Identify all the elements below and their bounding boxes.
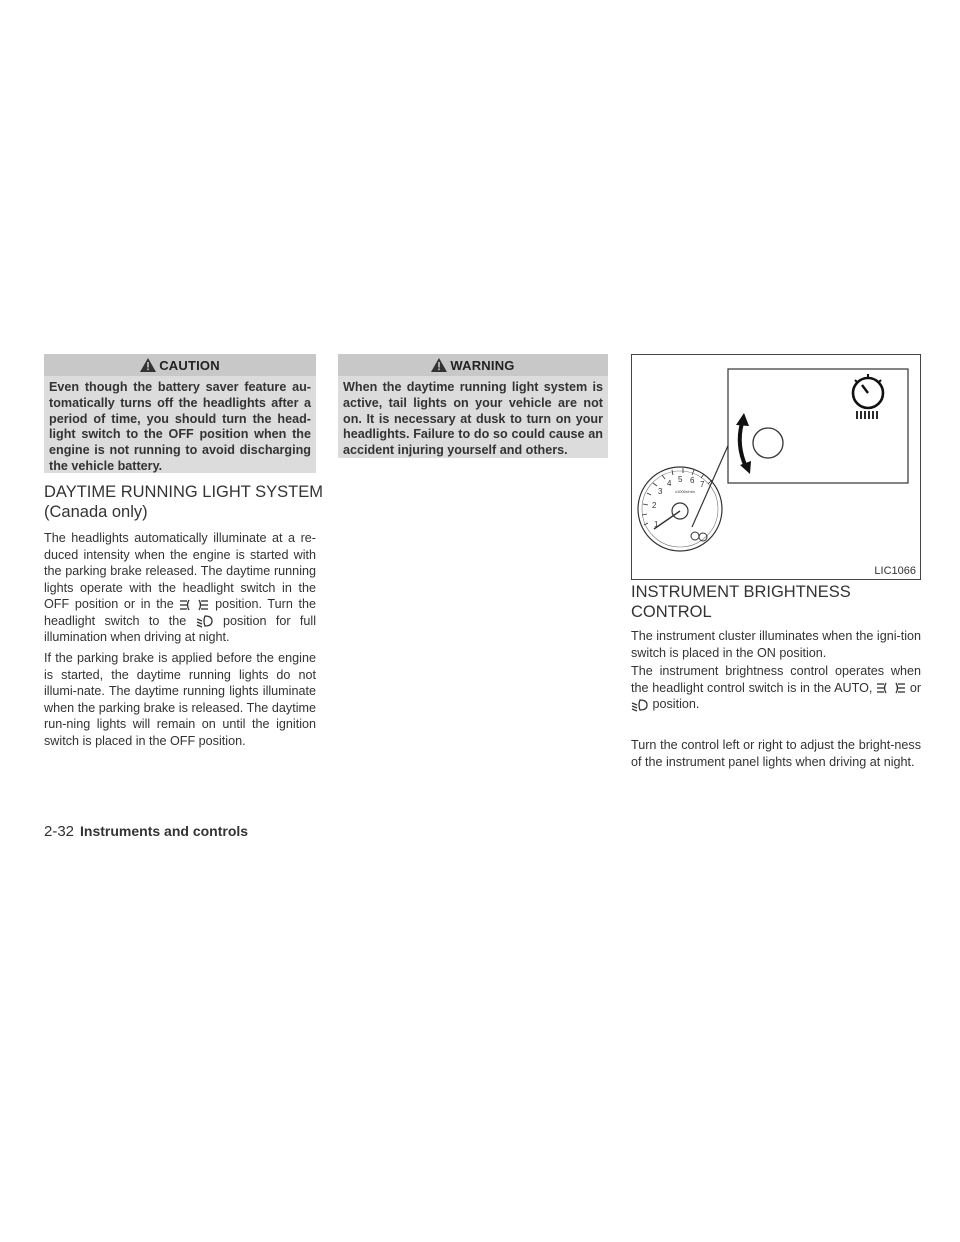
warning-header (338, 354, 608, 376)
drl-heading-line1: DAYTIME RUNNING LIGHT SYSTEM (44, 483, 324, 501)
drl-p1-part-a: The headlights automatically illuminate at a re-duced intensity when the engine is started with the parking brake released. The daytime running lights operate with the headlight switch in the OFF position or in the (44, 531, 316, 611)
tach-label-3: 3 (658, 487, 663, 496)
warning-box (338, 354, 608, 458)
brightness-heading-line1: INSTRUMENT BRIGHTNESS (631, 583, 851, 601)
headlight-icon (631, 698, 649, 712)
tach-label-2: 2 (652, 501, 657, 510)
brightness-p2-or: or (909, 680, 922, 695)
caution-title: CAUTION (159, 357, 220, 373)
brightness-p2-part-b: position. (652, 697, 700, 711)
drl-p1-part-b: position. Turn the headlight switch to the (44, 597, 317, 628)
caution-box (44, 354, 316, 473)
brightness-p2-part-a: The instrument brightness control operates when the headlight control switch is in the AUTO, (631, 664, 921, 695)
figure-label: LIC1066 (874, 565, 916, 577)
drl-paragraph-2: If the parking brake is applied before the engine is started, the daytime running lights do not illumi-nate. The daytime running lights illuminate when the parking brake is released. The daytime run-ning lights will remain on until the ignition switch is placed in the OFF position. (44, 651, 316, 748)
tach-label-4: 4 (667, 479, 672, 488)
brightness-heading-line2: CONTROL (631, 603, 712, 621)
tach-label-5: 5 (678, 475, 683, 484)
warning-triangle-icon (140, 358, 156, 372)
brightness-paragraph-1: The instrument cluster illuminates when the igni-tion switch is placed in the ON position. (631, 629, 921, 660)
brightness-paragraph-2 (631, 663, 921, 713)
tach-label-1: 1 (654, 520, 659, 529)
brightness-heading (631, 582, 921, 622)
drl-heading-line2: (Canada only) (44, 503, 148, 521)
brightness-knob (753, 428, 783, 458)
drl-heading (44, 482, 334, 522)
warning-triangle-icon (431, 358, 447, 372)
tach-label-6: 6 (690, 476, 695, 485)
tach-label-7: 7 (700, 480, 705, 489)
tach-unit-label: x1000r/min (675, 489, 695, 494)
drl-p1-part-c: position for full illumination when driving at night. (44, 613, 317, 644)
headlight-icon (196, 614, 214, 628)
section-title: Instruments and controls (80, 823, 249, 839)
parking-light-icon (876, 681, 906, 695)
drl-paragraph-1 (44, 530, 316, 646)
instrument-drawing (632, 355, 920, 579)
parking-light-icon (179, 598, 209, 612)
brightness-paragraph-3: Turn the control left or right to adjust the bright-ness of the instrument panel lights when driving at night. (631, 738, 921, 769)
instrument-illustration (631, 354, 921, 580)
tachometer-gauge (638, 467, 722, 551)
caution-header (44, 354, 316, 376)
warning-text: When the daytime running light system is active, tail lights on your vehicle are not on. It is necessary at dusk to turn on your headlights. Failure to do so could cause an accident injuring yourself and others. (343, 380, 603, 458)
page-footer (44, 823, 248, 840)
caution-text: Even though the battery saver feature au-tomatically turns off the headlights after a period of time, you should turn the head-light switch to the OFF position when the engine is not running to avoid discharging the vehicle battery. (49, 380, 311, 473)
page-number: 2-32 (44, 823, 75, 840)
warning-title: WARNING (450, 357, 515, 373)
